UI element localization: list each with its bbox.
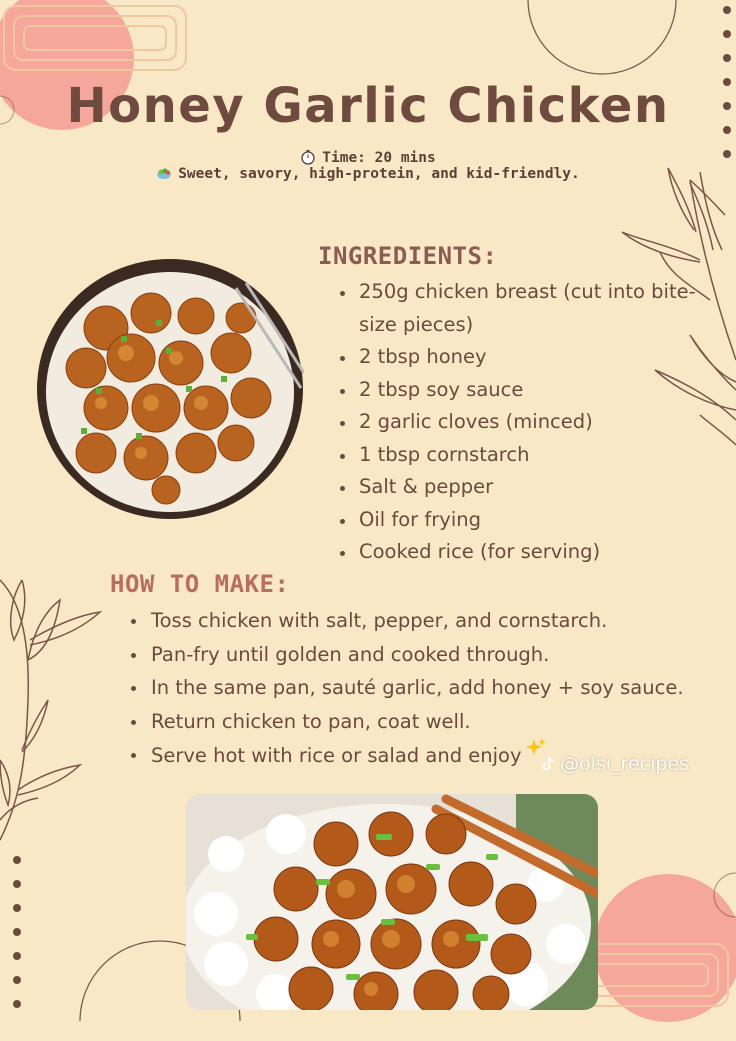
ingredient-item: Oil for frying (340, 504, 700, 537)
ingredients-heading: INGREDIENTS: (318, 242, 498, 270)
ingredient-item: 2 tbsp soy sauce (340, 374, 700, 407)
step-item: Toss chicken with salt, pepper, and cornstarch. (131, 604, 731, 638)
how-to-make-heading: HOW TO MAKE: (110, 570, 290, 598)
creator-handle: @olsi_recipes (540, 753, 689, 775)
step-item: Return chicken to pan, coat well. (131, 705, 731, 739)
ingredient-item: 250g chicken breast (cut into bite-size pieces) (340, 276, 700, 341)
ingredient-item: 1 tbsp cornstarch (340, 439, 700, 472)
chicken-rice-image (186, 794, 598, 1010)
tagline-text: Sweet, savory, high-protein, and kid-friendly. (178, 166, 580, 182)
time-text: Time: 20 mins (322, 150, 436, 166)
ingredient-item: 2 garlic cloves (minced) (340, 406, 700, 439)
step-item: Serve hot with rice or salad and enjoy (131, 738, 731, 773)
chicken-bowl-image (36, 258, 304, 520)
leaf-branch-left (0, 580, 100, 840)
stopwatch-icon (300, 149, 316, 165)
ingredient-item: Cooked rice (for serving) (340, 536, 700, 569)
ingredient-item: 2 tbsp honey (340, 341, 700, 374)
ingredients-list (340, 276, 700, 569)
step-item: Pan-fry until golden and cooked through. (131, 638, 731, 672)
page-title: Honey Garlic Chicken (66, 78, 670, 134)
pink-circle-bottom-right (594, 874, 736, 1022)
tiktok-logo-icon (540, 756, 556, 772)
ingredient-item: Salt & pepper (340, 471, 700, 504)
circle-outline-top (528, 0, 676, 74)
salad-bowl-icon (156, 165, 172, 181)
dots-left (13, 856, 21, 1008)
time-line (0, 149, 736, 166)
tagline-line (0, 165, 736, 182)
steps-list (131, 604, 731, 773)
step-item: In the same pan, sauté garlic, add honey + soy sauce. (131, 671, 731, 705)
